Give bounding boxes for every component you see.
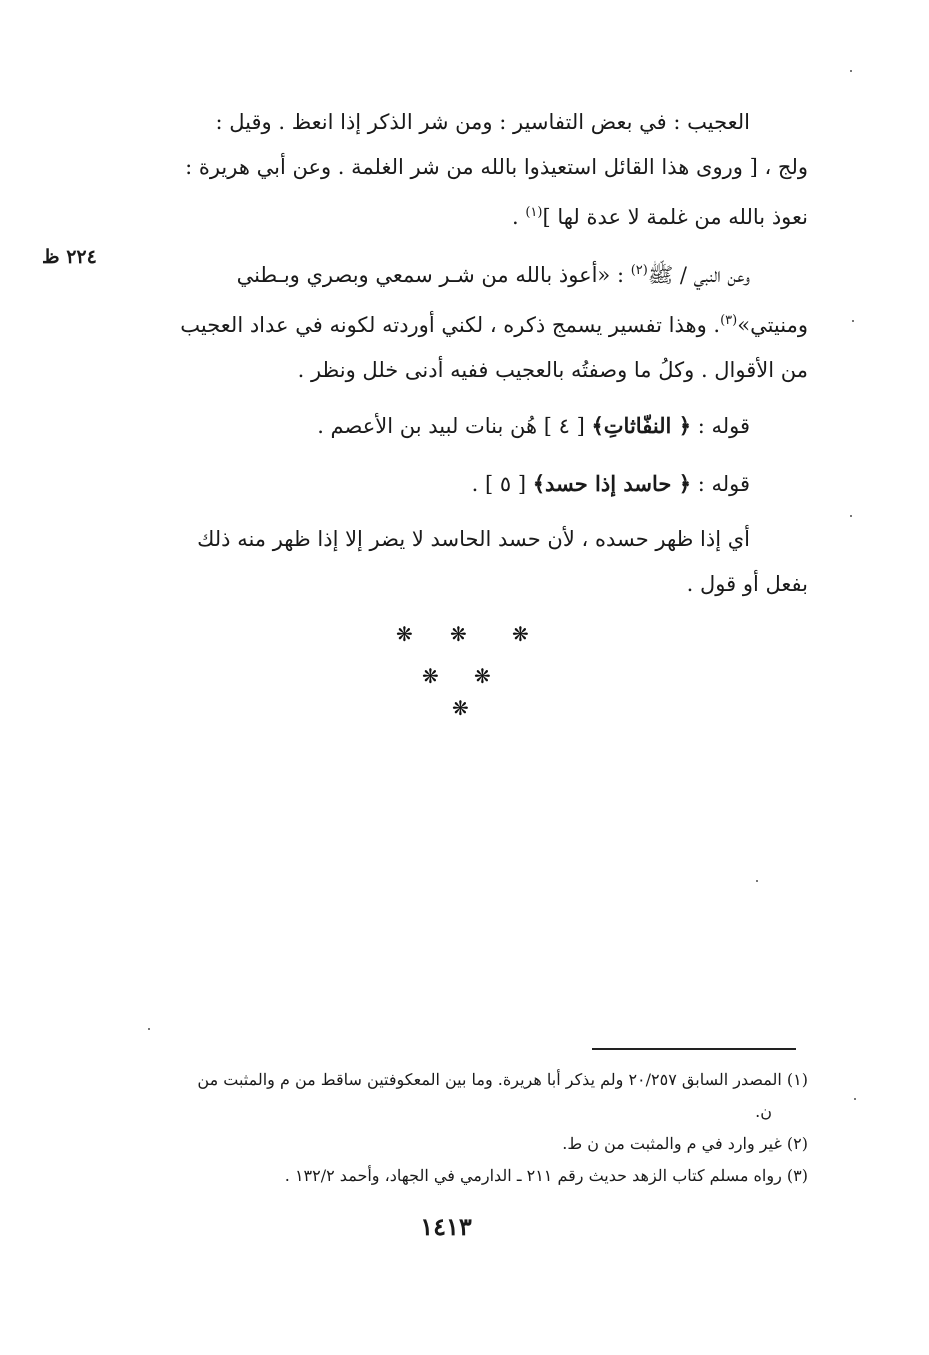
text-segment: قوله : <box>691 414 750 438</box>
text-line: العجيب : في بعض التفاسير : ومن شر الذكر إذا انعظ . وقيل : <box>215 110 750 134</box>
paragraph-3 <box>100 403 808 449</box>
text-line: أي إذا ظهر حسده ، لأن حسد الحاسد لا يضر إلا إذا ظهر منه ذلك <box>197 527 750 551</box>
scan-speck <box>850 515 852 517</box>
margin-folio-note: ٢٢٤ ظ <box>42 246 97 268</box>
footnote-divider <box>592 1048 796 1050</box>
asterisk-ornament-icon: ❋ <box>396 622 413 646</box>
footnote-ref-2: (٢) <box>630 263 648 278</box>
scan-speck <box>854 1098 856 1100</box>
text-line <box>100 298 808 348</box>
text-segment: نعوذ بالله من غلمة لا عدة لها ] <box>542 205 808 229</box>
scan-speck <box>756 880 758 882</box>
text-segment: . <box>511 205 526 229</box>
text-segment: وعن النبي / ﷺ <box>647 263 750 287</box>
text-line: من الأقوال . وكلُ ما وصفتُه بالعجيب ففيه أدنى خلل ونظر . <box>297 358 808 382</box>
text-segment: . وهذا تفسير يسمج ذكره ، لكني أوردته لكونه في عداد العجيب <box>180 313 721 337</box>
section-separator <box>380 622 550 722</box>
text-line <box>100 403 808 449</box>
quranic-quote: ﴿ حاسد إذا حسد﴾ <box>532 471 692 496</box>
footnote-ref-3: (٣) <box>720 313 738 328</box>
text-line <box>100 190 808 240</box>
footnote-3: (٣) رواه مسلم كتاب الزهد حديث رقم ٢١١ ـ الدارمي في الجهاد، وأحمد ١٣٢/٢ . <box>284 1166 808 1185</box>
paragraph-2 <box>100 248 808 393</box>
main-text <box>100 100 808 607</box>
text-line <box>100 248 808 298</box>
footnote-1-continuation: ن. <box>755 1102 772 1121</box>
text-segment: : «أعوذ بالله من شـر سمعي وبصري وبـطني <box>236 263 631 287</box>
paragraph-4 <box>100 461 808 507</box>
scan-speck <box>148 1028 150 1030</box>
asterisk-ornament-icon: ❋ <box>474 664 491 688</box>
scan-speck <box>852 320 854 322</box>
paragraph-1 <box>100 100 808 240</box>
asterisk-ornament-icon: ❋ <box>512 622 529 646</box>
footnote-2: (٢) غير وارد في م والمثبت من ن ط. <box>562 1134 808 1153</box>
footnotes <box>104 1064 808 1192</box>
text-line: بفعل أو قول . <box>686 572 808 596</box>
scan-speck <box>850 70 852 72</box>
quranic-quote: ﴿ النفّاثاتِ﴾ <box>591 413 692 438</box>
text-segment: [ ٥ ] . <box>471 472 533 496</box>
text-line <box>100 461 808 507</box>
page-number: ١٤١٣ <box>420 1212 472 1241</box>
paragraph-5 <box>100 517 808 607</box>
footnote-1: (١) المصدر السابق ٢٠/٢٥٧ ولم يذكر أبا هريرة. وما بين المعكوفتين ساقط من م والمثبت من <box>197 1070 808 1089</box>
asterisk-ornament-icon: ❋ <box>452 696 469 720</box>
text-line: ولج ، [ وروى هذا القائل استعيذوا بالله من شر الغلمة . وعن أبي هريرة : <box>185 155 808 179</box>
text-segment: ومنيتي» <box>737 313 808 337</box>
text-segment: قوله : <box>691 472 750 496</box>
asterisk-ornament-icon: ❋ <box>422 664 439 688</box>
text-segment: [ ٤ ] هُن بنات لبيد بن الأعصم . <box>317 414 592 438</box>
asterisk-ornament-icon: ❋ <box>450 622 467 646</box>
footnote-ref-1: (١) <box>525 205 543 220</box>
